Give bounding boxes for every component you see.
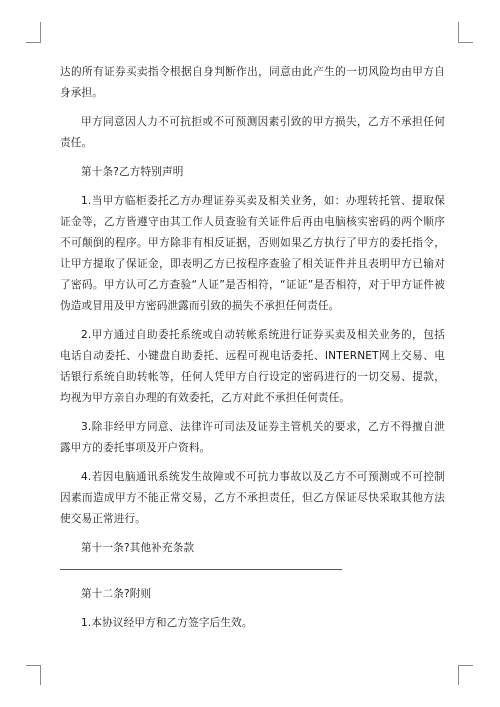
- paragraph: 1.当甲方临柜委托乙方办理证券买卖及相关业务，如：办理转托管、提取保证金等，乙方皆遵守由其工作人员查验有关证件后再由电脑核实密码的两个顺序不可颠倒的程序。甲方除非有相反证据，否则如果乙方执行了甲方的委托指令，让甲方提取了保证金，即表明乙方已按程序查验了相关证件并且表明甲方已输对了密码。甲方认可乙方查验“人证”是否相符，“证证”是否相符，对于甲方证件被伪造或冒用及甲方密码泄露而引致的损失不承担任何责任。: [60, 195, 445, 312]
- document-body: [60, 62, 445, 642]
- section-heading: 第十条?乙方特别声明: [81, 166, 184, 178]
- section-heading: 第十二条?附则: [81, 588, 152, 600]
- crop-mark-top-left: [40, 22, 41, 42]
- paragraph: 甲方同意因人力不可抗拒或不可预测因素引致的甲方损失，乙方不承担任何责任。: [60, 116, 445, 149]
- crop-mark-bottom-left: [40, 665, 41, 685]
- paragraph: 1.本协议经甲方和乙方签字后生效。: [81, 617, 253, 629]
- fill-in-blank-line: [60, 569, 342, 570]
- paragraph: 3.除非经甲方同意、法律许可司法及证券主管机关的要求，乙方不得擅自泄露甲方的委托事项及开户资料。: [60, 421, 445, 454]
- crop-mark-bottom-right: [458, 665, 459, 685]
- crop-mark-top-right: [458, 22, 459, 42]
- crop-mark-top-right: [458, 42, 473, 43]
- paragraph: 4.若因电脑通讯系统发生故障或不可抗力事故以及乙方不可预测或不可控制因素而造成甲方不能正常交易，乙方不承担责任，但乙方保证尽快采取其他方法使交易正常进行。: [60, 471, 445, 525]
- paragraph: 2.甲方通过自助委托系统或自动转帐系统进行证券买卖及相关业务的，包括电话自动委托、小键盘自助委托、远程可视电话委托、INTERNET网上交易、电话银行系统自助转帐等，任何人凭甲方自行设定的密码进行的一切交易、提款，均视为甲方亲自办理的有效委托，乙方对此不承担任何责任。: [60, 329, 445, 404]
- paragraph: 达的所有证券买卖指令根据自身判断作出，同意由此产生的一切风险均由甲方自身承担。: [60, 66, 445, 99]
- crop-mark-bottom-left: [26, 665, 41, 666]
- section-heading: 第十一条?其他补充条款: [81, 542, 195, 554]
- crop-mark-bottom-right: [458, 665, 473, 666]
- crop-mark-top-left: [26, 42, 41, 43]
